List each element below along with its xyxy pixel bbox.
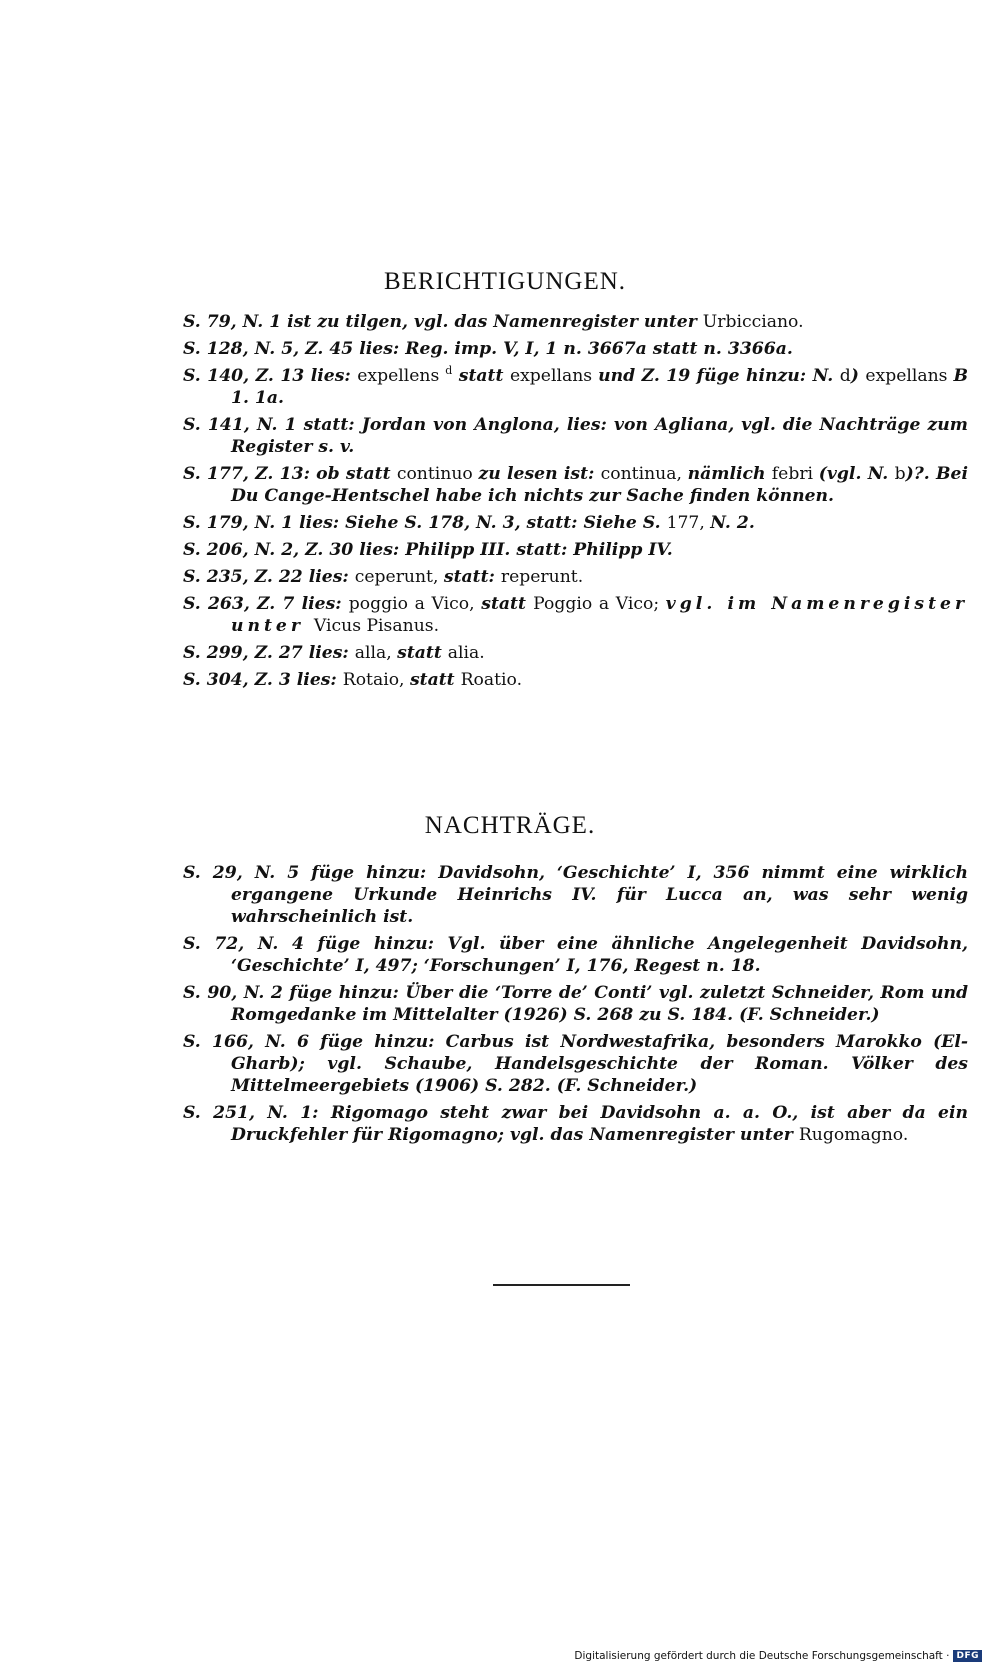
entry-text: statt [481, 594, 534, 614]
credit-text: Digitalisierung gefördert durch die Deutsche Forschungsgemeinschaft · [574, 1650, 950, 1662]
heading-berichtigungen: BERICHTIGUNGEN. [383, 268, 627, 295]
list-item [183, 593, 968, 637]
entry-text: Urbicciano. [702, 312, 804, 332]
entry-text: b [894, 464, 906, 484]
entry-text: S. 90, N. 2 füge hinzu: Über die ‘Torre de’ Conti’ vgl. zuletzt Schneider, Rom und Romgedanke im Mittelalter (1926) S. 268 zu S. 184. (F. Schneider.) [183, 983, 968, 1025]
entry-text: Vicus Pisanus. [313, 616, 440, 636]
list-item [183, 1102, 968, 1146]
entry-text: S. 128, N. 5, Z. 45 lies: Reg. imp. V, I, 1 n. 3667a statt n. 3366a. [183, 339, 793, 359]
list-item [183, 669, 968, 691]
entry-text: S. 166, N. 6 füge hinzu: Carbus ist Nordwestafrika, besonders Marokko (El-Gharb); vgl. Schaube, Handelsgeschichte der Roman. Völker des Mittelmeergebiets (1906) S. 282. (F. Schneider.) [183, 1032, 968, 1096]
entry-text: S. 299, Z. 27 lies: [183, 643, 355, 663]
entry-text: S. 251, N. 1: Rigomago steht zwar bei Davidsohn a. a. O., ist aber da ein Druckfehler für Rigomagno; vgl. das Namenregister unter [183, 1103, 968, 1145]
entry-text: (vgl. N. [818, 464, 895, 484]
entry-text: d [839, 366, 851, 386]
entry-text: S. 140, Z. 13 lies: [183, 366, 358, 386]
berichtigungen-list [183, 311, 968, 696]
entry-text: B 1. 1a. [231, 366, 968, 408]
entry-text: Rugomagno. [798, 1125, 909, 1145]
list-item [183, 414, 968, 458]
entry-text: Roatio. [460, 670, 523, 690]
list-item [183, 338, 968, 360]
entry-text: 177, [666, 513, 711, 533]
entry-text: S. 79, N. 1 ist zu tilgen, vgl. das Namenregister unter [183, 312, 703, 332]
entry-text: S. 263, Z. 7 lies: [183, 594, 349, 614]
list-item [183, 642, 968, 664]
list-item [183, 1031, 968, 1097]
entry-text: S. 304, Z. 3 lies: [183, 670, 343, 690]
list-item [183, 933, 968, 977]
list-item [183, 862, 968, 928]
entry-text: expellens [357, 366, 446, 386]
entry-text: Poggio a Vico; [533, 594, 666, 614]
entry-text: S. 206, N. 2, Z. 30 lies: Philipp III. statt: Philipp IV. [183, 540, 673, 560]
entry-text: continuo [396, 464, 479, 484]
entry-text: alla, [354, 643, 398, 663]
list-item [183, 539, 968, 561]
list-item [183, 365, 968, 409]
list-item [183, 512, 968, 534]
entry-text: statt [452, 366, 510, 386]
entry-text: und Z. 19 füge hinzu: N. [598, 366, 840, 386]
digitization-credit [574, 1650, 982, 1662]
entry-text: vgl. im Namenregister unter [231, 594, 969, 636]
entry-text: poggio a Vico, [348, 594, 482, 614]
entry-text: statt [409, 670, 461, 690]
entry-text: N. 2. [710, 513, 755, 533]
entry-text: ceperunt, [354, 567, 444, 587]
list-item [183, 463, 968, 507]
dfg-logo: DFG [953, 1650, 982, 1662]
entry-text: alia. [447, 643, 485, 663]
entry-text: zu lesen ist: [478, 464, 601, 484]
entry-text: S. 29, N. 5 füge hinzu: Davidsohn, ‘Geschichte’ I, 356 nimmt eine wirklich ergangene Urkunde Heinrichs IV. für Lucca an, was sehr wenig wahrscheinlich ist. [183, 863, 968, 927]
heading-nachtraege: NACHTRÄGE. [424, 812, 596, 839]
entry-text: nämlich [687, 464, 772, 484]
entry-text: S. 235, Z. 22 lies: [183, 567, 355, 587]
entry-text: reperunt. [500, 567, 584, 587]
entry-text: )?. Bei Du Cange-Hentschel habe ich nichts zur Sache finden können. [231, 464, 969, 506]
entry-text: febri [771, 464, 819, 484]
nachtraege-list [183, 862, 968, 1151]
entry-text: expellans [509, 366, 599, 386]
list-item [183, 311, 968, 333]
list-item [183, 982, 968, 1026]
entry-text: statt [397, 643, 448, 663]
entry-text: S. 141, N. 1 statt: Jordan von Anglona, lies: von Agliana, vgl. die Nachträge zum Register s. v. [183, 415, 968, 457]
entry-text: S. 179, N. 1 lies: Siehe S. 178, N. 3, statt: Siehe S. [183, 513, 667, 533]
entry-text: ) [850, 366, 866, 386]
entry-text: statt: [443, 567, 501, 587]
entry-text: d [445, 364, 453, 377]
entry-text: S. 177, Z. 13: ob statt [183, 464, 397, 484]
closing-rule [493, 1284, 630, 1286]
list-item [183, 566, 968, 588]
entry-text: expellans [865, 366, 954, 386]
entry-text: continua, [600, 464, 688, 484]
entry-text: Rotaio, [342, 670, 410, 690]
entry-text: S. 72, N. 4 füge hinzu: Vgl. über eine ähnliche Angelegenheit Davidsohn, ‘Geschichte’ I, 497; ‘Forschungen’ I, 176, Regest n. 18. [183, 934, 968, 976]
